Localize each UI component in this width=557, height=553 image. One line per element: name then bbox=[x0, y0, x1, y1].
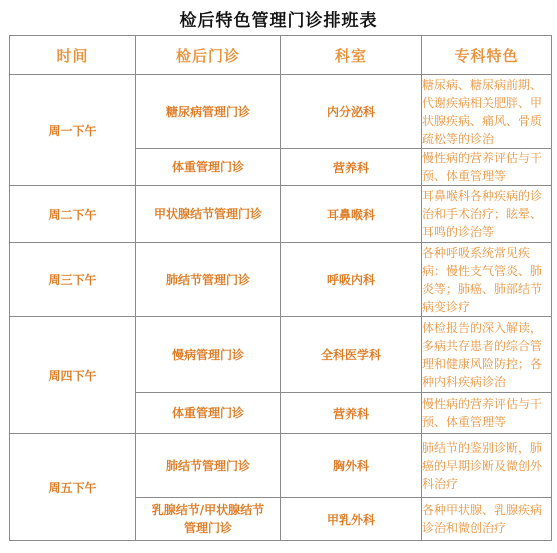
table-row bbox=[10, 186, 552, 243]
feature-cell: 肺结节的鉴别诊断，肺癌的早期诊断及微创外科治疗 bbox=[422, 434, 552, 498]
time-cell: 周一下午 bbox=[10, 75, 136, 186]
dept-cell: 全科医学科 bbox=[281, 317, 422, 393]
clinic-cell: 甲状腺结节管理门诊 bbox=[136, 186, 281, 243]
clinic-line-1: 乳腺结节/甲状腺结节 bbox=[151, 503, 265, 517]
schedule-table bbox=[9, 35, 552, 541]
feature-cell: 糖尿病、糖尿病前期、代谢疾病相关肥胖、甲状腺疾病、痛风、骨质疏松等的诊治 bbox=[422, 75, 552, 149]
clinic-cell: 体重管理门诊 bbox=[136, 149, 281, 186]
clinic-line-2: 管理门诊 bbox=[183, 521, 232, 535]
table-row bbox=[10, 75, 552, 149]
page-title: 检后特色管理门诊排班表 bbox=[179, 11, 378, 31]
dept-cell: 内分泌科 bbox=[281, 75, 422, 149]
clinic-cell: 肺结节管理门诊 bbox=[136, 434, 281, 498]
feature-cell: 慢性病的营养评估与干预、体重管理等 bbox=[422, 149, 552, 186]
header-row bbox=[10, 36, 552, 75]
dept-cell: 甲乳外科 bbox=[281, 498, 422, 541]
dept-cell: 营养科 bbox=[281, 393, 422, 434]
feature-cell: 体检报告的深入解读，多病共存患者的综合管理和健康风险防控；各种内科疾病诊治 bbox=[422, 317, 552, 393]
header-time: 时间 bbox=[10, 36, 136, 75]
dept-cell: 呼吸内科 bbox=[281, 243, 422, 317]
clinic-cell: 慢病管理门诊 bbox=[136, 317, 281, 393]
dept-cell: 耳鼻喉科 bbox=[281, 186, 422, 243]
header-feature: 专科特色 bbox=[422, 36, 552, 75]
table-row bbox=[10, 243, 552, 317]
clinic-cell: 糖尿病管理门诊 bbox=[136, 75, 281, 149]
time-cell: 周四下午 bbox=[10, 317, 136, 434]
table-row bbox=[10, 317, 552, 393]
table-row bbox=[10, 434, 552, 498]
dept-cell: 营养科 bbox=[281, 149, 422, 186]
time-cell: 周三下午 bbox=[10, 243, 136, 317]
dept-cell: 胸外科 bbox=[281, 434, 422, 498]
header-dept: 科室 bbox=[281, 36, 422, 75]
time-cell: 周五下午 bbox=[10, 434, 136, 541]
feature-cell: 耳鼻喉科各种疾病的诊治和手术治疗；眩晕、耳鸣的诊治等 bbox=[422, 186, 552, 243]
feature-cell: 慢性病的营养评估与干预、体重管理等 bbox=[422, 393, 552, 434]
time-cell: 周二下午 bbox=[10, 186, 136, 243]
clinic-cell: 肺结节管理门诊 bbox=[136, 243, 281, 317]
feature-cell: 各种甲状腺、乳腺疾病诊治和微创治疗 bbox=[422, 498, 552, 541]
clinic-cell: 体重管理门诊 bbox=[136, 393, 281, 434]
clinic-cell bbox=[136, 498, 281, 541]
feature-cell: 各种呼吸系统常见疾病：慢性支气管炎、肺炎等；肺癌、肺部结节病变诊疗 bbox=[422, 243, 552, 317]
header-clinic: 检后门诊 bbox=[136, 36, 281, 75]
